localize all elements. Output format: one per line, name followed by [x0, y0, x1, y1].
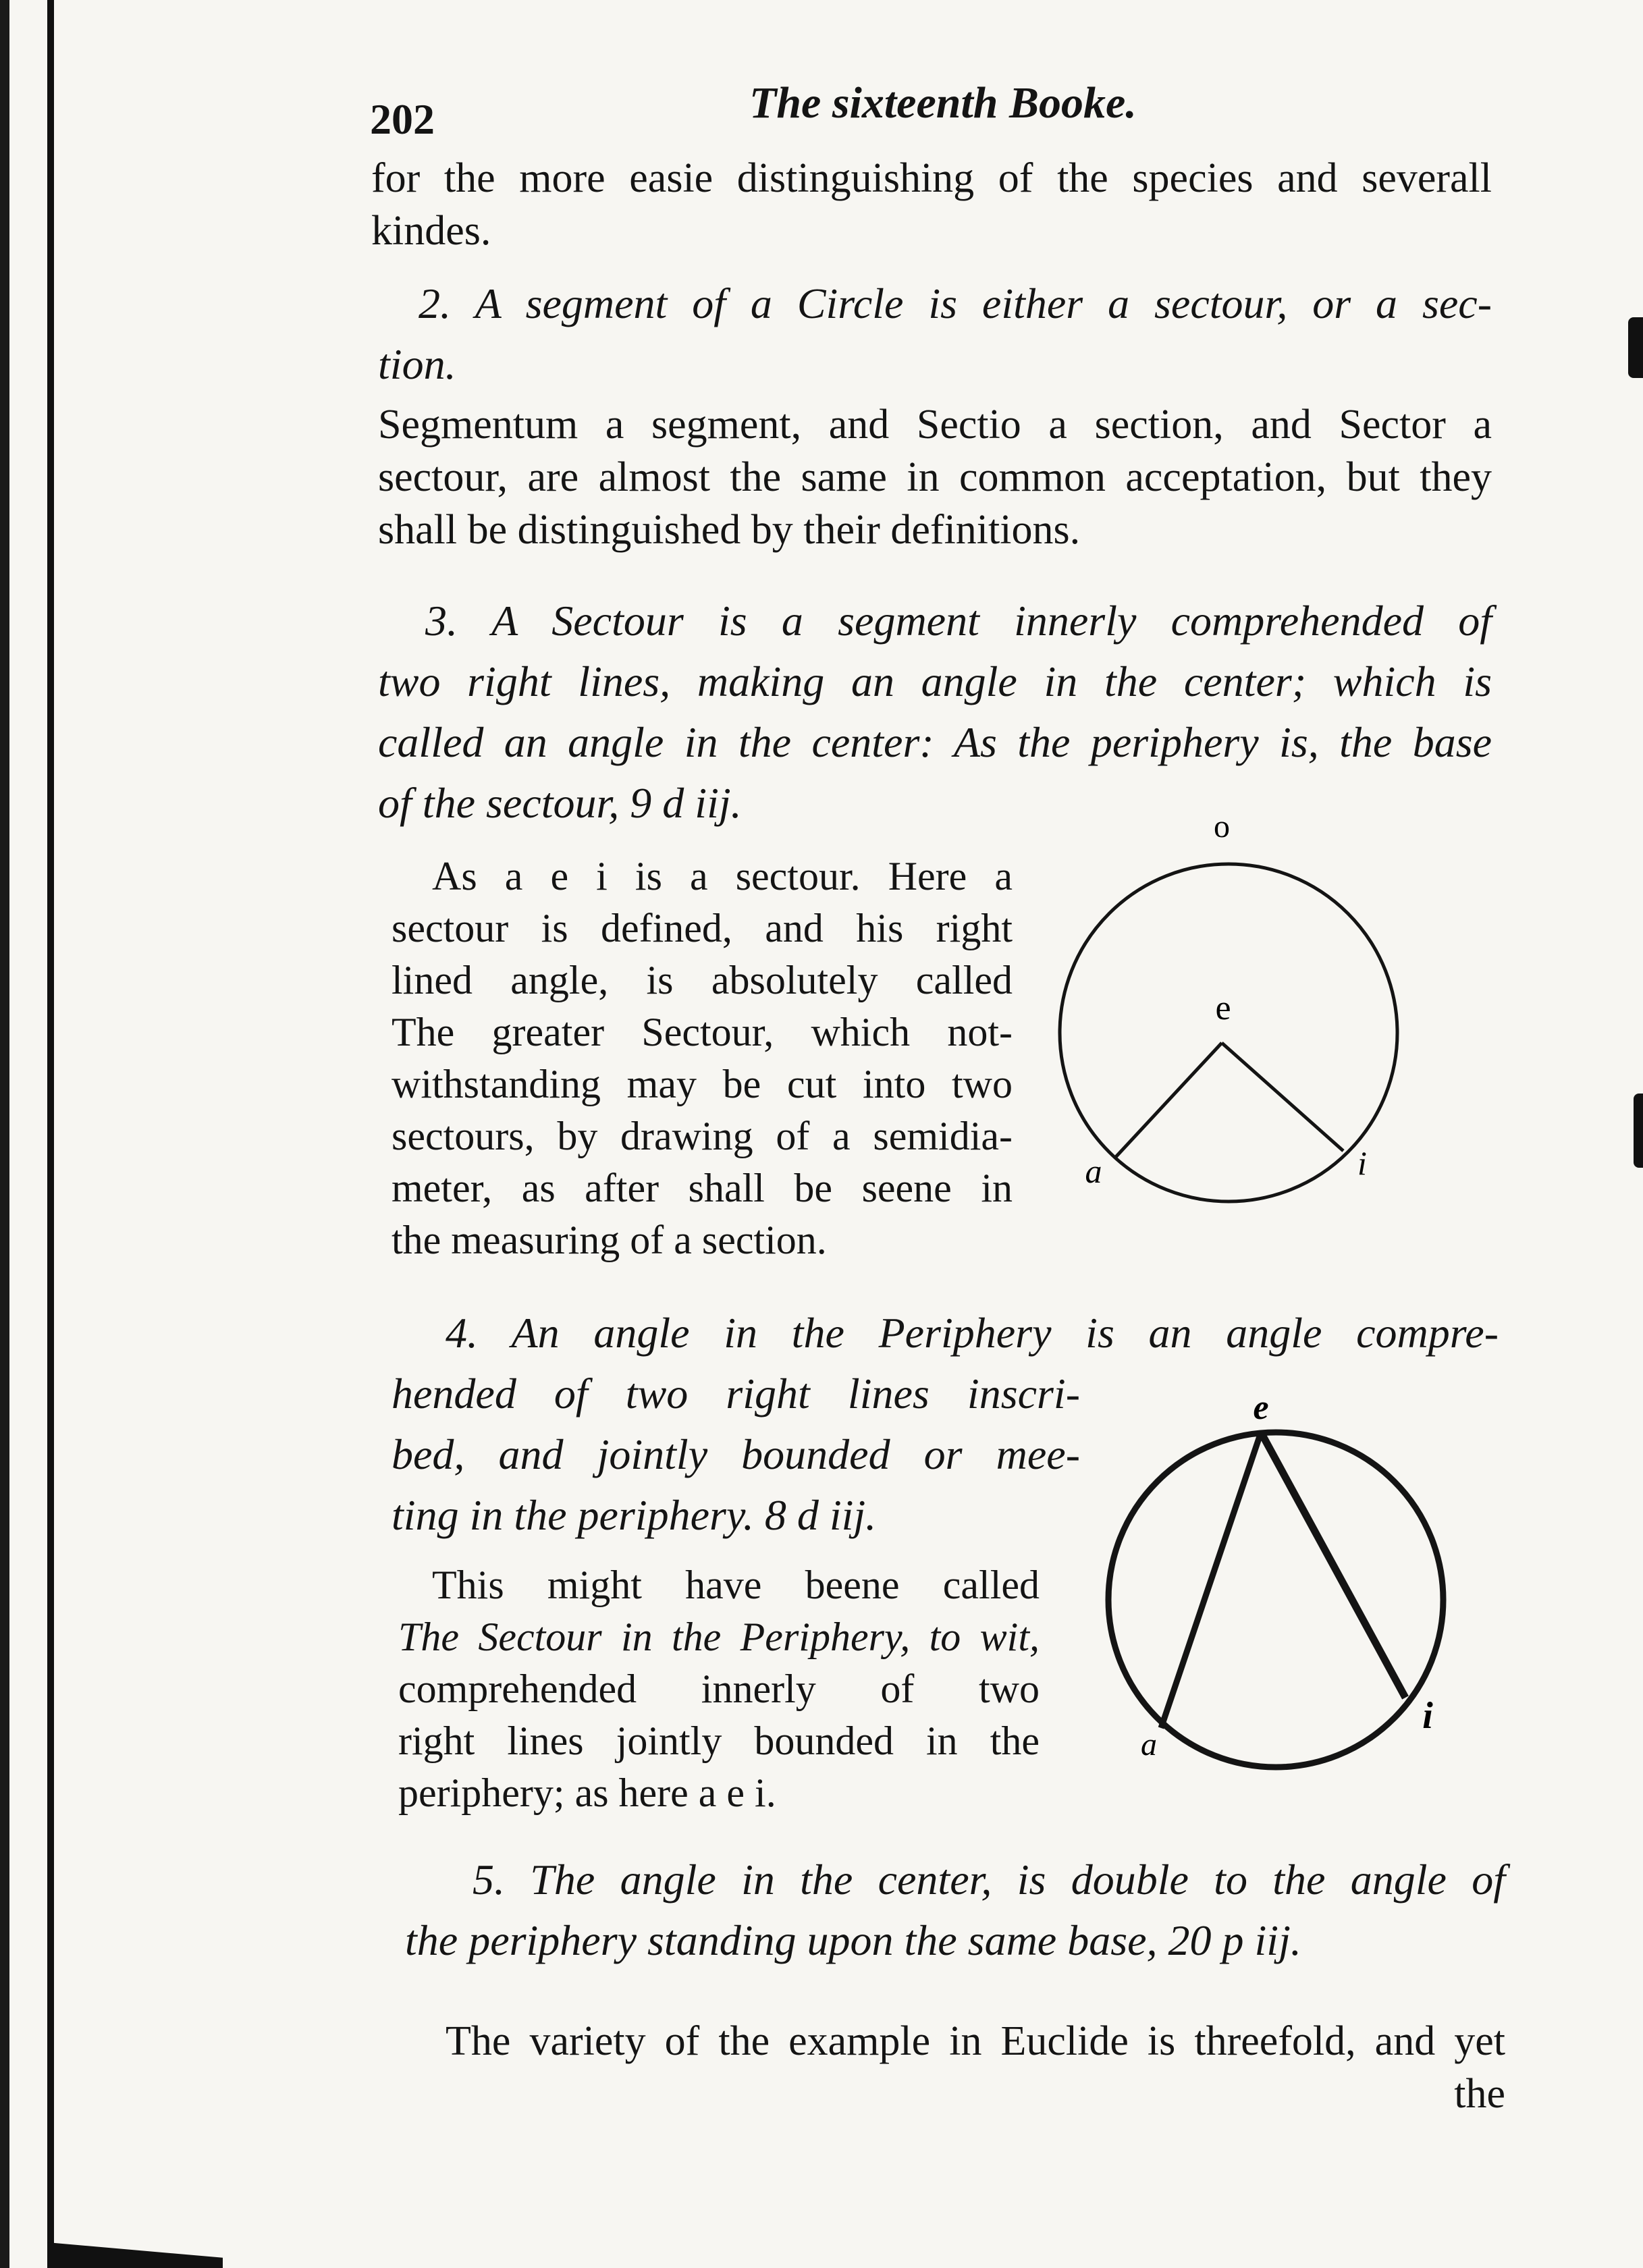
paragraph-sectour — [392, 850, 1013, 1266]
text-line: right lines jointly bounded in the — [398, 1719, 1040, 1763]
text-line: two right lines, making an angle in the center; which is — [378, 657, 1492, 705]
text-line: sectour is defined, and his right — [392, 906, 1013, 950]
text-line: 5. The angle in the center, is double to the angle of — [473, 1856, 1505, 1904]
definition-5 — [405, 1850, 1505, 1971]
text-line: lined angle, is absolutely called — [392, 958, 1013, 1002]
text-line: As a e i is a sectour. Here a — [432, 854, 1013, 898]
text-line: The variety of the example in Euclide is threefold, and yet — [446, 2018, 1505, 2064]
sectour-figure — [1040, 810, 1418, 1215]
text-line: meter, as after shall be seene in — [392, 1166, 1013, 1210]
paragraph-variety — [446, 2015, 1505, 2120]
figure-circle — [1108, 1432, 1443, 1767]
radius-line-ea — [1115, 1043, 1222, 1158]
page-number: 202 — [370, 95, 435, 143]
text-line: periphery; as here a e i. — [398, 1771, 776, 1815]
text-line: This might have beene called — [432, 1563, 1040, 1607]
radius-line-ei — [1222, 1043, 1343, 1151]
point-label-a: a — [1141, 1727, 1157, 1762]
page-corner-shadow — [47, 2242, 223, 2268]
paragraph-segment — [378, 398, 1492, 556]
text-line: 2. A segment of a Circle is either a sectour, or a sec- — [419, 279, 1492, 327]
definition-4-continued — [392, 1364, 1080, 1546]
text-line: shall be distinguished by their definitions. — [378, 507, 1081, 553]
figure-circle — [1060, 864, 1397, 1202]
point-label-e: e — [1215, 989, 1231, 1027]
text-line: for the more easie distinguishing of the species and severall — [371, 155, 1492, 201]
point-label-e: e — [1253, 1390, 1269, 1427]
text-line: The Sectour in the Periphery, to wit, — [398, 1615, 1040, 1659]
text-line: sectours, by drawing of a semidia- — [392, 1114, 1013, 1158]
text-line: bed, and jointly bounded or mee- — [392, 1430, 1080, 1478]
chord-line-ea — [1161, 1432, 1261, 1728]
text-line: withstanding may be cut into two — [392, 1062, 1013, 1106]
definition-3 — [378, 591, 1492, 834]
point-label-a: a — [1085, 1152, 1102, 1190]
text-line: Segmentum a segment, and Sectio a section, and Sector a — [378, 402, 1492, 448]
text-line: comprehended innerly of two — [398, 1667, 1040, 1711]
paragraph-intro — [371, 152, 1492, 257]
page-gutter-shadow — [0, 0, 74, 2268]
scan-margin-mark — [1628, 317, 1643, 378]
running-title: The sixteenth Booke. — [749, 78, 1137, 128]
periphery-angle-figure — [1087, 1390, 1465, 1796]
text-line: the — [1454, 2071, 1505, 2117]
definition-4 — [392, 1303, 1499, 1364]
text-line: The greater Sectour, which not- — [392, 1010, 1013, 1054]
text-line: ting in the periphery. 8 d iij. — [392, 1491, 877, 1539]
point-label-i: i — [1357, 1144, 1367, 1182]
text-line: hended of two right lines inscri- — [392, 1370, 1080, 1418]
text-line: of the sectour, 9 d iij. — [378, 779, 742, 827]
text-line: 4. An angle in the Periphery is an angle compre- — [446, 1309, 1499, 1357]
text-line: 3. A Sectour is a segment innerly comprehended of — [425, 597, 1492, 645]
text-line: kindes. — [371, 208, 491, 254]
text-line: the measuring of a section. — [392, 1218, 827, 1262]
point-label-o: o — [1214, 810, 1230, 844]
text-line: tion. — [378, 340, 456, 388]
text-line: sectour, are almost the same in common acceptation, but they — [378, 454, 1492, 500]
point-label-i: i — [1422, 1695, 1433, 1737]
definition-2-continued — [378, 334, 456, 395]
paragraph-periphery — [398, 1559, 1040, 1819]
definition-2 — [419, 273, 1492, 334]
scan-margin-mark — [1634, 1094, 1643, 1168]
text-line: called an angle in the center: As the periphery is, the base — [378, 718, 1492, 766]
text-line: the periphery standing upon the same base, 20 p iij. — [405, 1916, 1301, 1964]
